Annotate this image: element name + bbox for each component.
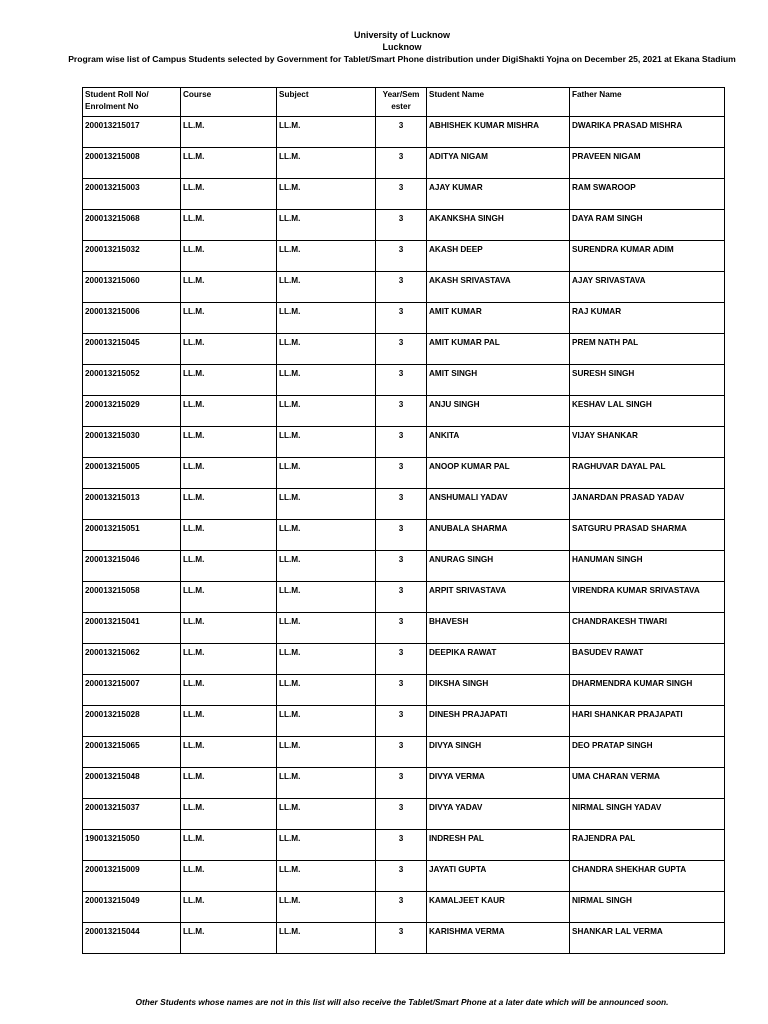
cell-subject: LL.M. — [277, 706, 376, 737]
cell-father-name: NIRMAL SINGH — [570, 892, 725, 923]
cell-year-semester: 3 — [376, 551, 427, 582]
cell-roll-no: 200013215058 — [83, 582, 181, 613]
cell-course: LL.M. — [181, 861, 277, 892]
cell-course: LL.M. — [181, 706, 277, 737]
cell-year-semester: 3 — [376, 303, 427, 334]
cell-father-name: RAJENDRA PAL — [570, 830, 725, 861]
university-title: University of Lucknow — [353, 30, 451, 40]
cell-father-name: BASUDEV RAWAT — [570, 644, 725, 675]
cell-year-semester: 3 — [376, 892, 427, 923]
cell-roll-no: 200013215008 — [83, 148, 181, 179]
cell-student-name: ANUBALA SHARMA — [427, 520, 570, 551]
cell-course: LL.M. — [181, 117, 277, 148]
cell-father-name: PREM NATH PAL — [570, 334, 725, 365]
cell-student-name: KARISHMA VERMA — [427, 923, 570, 954]
table-row — [83, 675, 725, 706]
cell-student-name: KAMALJEET KAUR — [427, 892, 570, 923]
cell-roll-no: 200013215068 — [83, 210, 181, 241]
table-row — [83, 861, 725, 892]
cell-father-name: RAGHUVAR DAYAL PAL — [570, 458, 725, 489]
cell-student-name: DIKSHA SINGH — [427, 675, 570, 706]
cell-roll-no: 200013215030 — [83, 427, 181, 458]
cell-course: LL.M. — [181, 830, 277, 861]
cell-roll-no: 200013215029 — [83, 396, 181, 427]
cell-student-name: AMIT KUMAR — [427, 303, 570, 334]
cell-course: LL.M. — [181, 179, 277, 210]
cell-subject: LL.M. — [277, 210, 376, 241]
cell-course: LL.M. — [181, 520, 277, 551]
cell-roll-no: 190013215050 — [83, 830, 181, 861]
col-header-subject: Subject — [277, 88, 376, 117]
cell-student-name: AKASH DEEP — [427, 241, 570, 272]
cell-father-name: CHANDRAKESH TIWARI — [570, 613, 725, 644]
cell-student-name: ADITYA NIGAM — [427, 148, 570, 179]
cell-subject: LL.M. — [277, 613, 376, 644]
cell-course: LL.M. — [181, 892, 277, 923]
cell-father-name: SURENDRA KUMAR ADIM — [570, 241, 725, 272]
cell-subject: LL.M. — [277, 582, 376, 613]
cell-subject: LL.M. — [277, 396, 376, 427]
cell-year-semester: 3 — [376, 644, 427, 675]
cell-roll-no: 200013215060 — [83, 272, 181, 303]
footer-note: Other Students whose names are not in this list will also receive the Tablet/Smart Phone at a later date which will be announced soon. — [135, 997, 669, 1007]
cell-course: LL.M. — [181, 210, 277, 241]
cell-year-semester: 3 — [376, 427, 427, 458]
cell-year-semester: 3 — [376, 272, 427, 303]
table-row — [83, 613, 725, 644]
cell-subject: LL.M. — [277, 365, 376, 396]
table-row — [83, 706, 725, 737]
cell-subject: LL.M. — [277, 737, 376, 768]
table-row — [83, 365, 725, 396]
table-row — [83, 148, 725, 179]
cell-course: LL.M. — [181, 303, 277, 334]
table-row — [83, 582, 725, 613]
table-row — [83, 923, 725, 954]
cell-student-name: DIVYA SINGH — [427, 737, 570, 768]
cell-year-semester: 3 — [376, 117, 427, 148]
cell-father-name: PRAVEEN NIGAM — [570, 148, 725, 179]
cell-student-name: AKANKSHA SINGH — [427, 210, 570, 241]
cell-roll-no: 200013215044 — [83, 923, 181, 954]
cell-roll-no: 200013215007 — [83, 675, 181, 706]
table-row — [83, 272, 725, 303]
cell-student-name: DIVYA YADAV — [427, 799, 570, 830]
cell-father-name: DHARMENDRA KUMAR SINGH — [570, 675, 725, 706]
cell-father-name: HARI SHANKAR PRAJAPATI — [570, 706, 725, 737]
table-row — [83, 396, 725, 427]
cell-course: LL.M. — [181, 148, 277, 179]
cell-student-name: ANSHUMALI YADAV — [427, 489, 570, 520]
cell-student-name: INDRESH PAL — [427, 830, 570, 861]
list-description: Program wise list of Campus Students selected by Government for Tablet/Smart Phone distribution under DigiShakti Yojna on December 25, 2021 at Ekana Stadium — [68, 54, 736, 64]
cell-father-name: AJAY SRIVASTAVA — [570, 272, 725, 303]
cell-roll-no: 200013215013 — [83, 489, 181, 520]
cell-subject: LL.M. — [277, 117, 376, 148]
cell-father-name: SATGURU PRASAD SHARMA — [570, 520, 725, 551]
cell-subject: LL.M. — [277, 892, 376, 923]
cell-subject: LL.M. — [277, 675, 376, 706]
cell-course: LL.M. — [181, 644, 277, 675]
cell-father-name: RAM SWAROOP — [570, 179, 725, 210]
table-header-row — [83, 88, 725, 117]
cell-student-name: ARPIT SRIVASTAVA — [427, 582, 570, 613]
cell-year-semester: 3 — [376, 768, 427, 799]
table-row — [83, 799, 725, 830]
cell-year-semester: 3 — [376, 613, 427, 644]
table-row — [83, 427, 725, 458]
cell-course: LL.M. — [181, 923, 277, 954]
cell-year-semester: 3 — [376, 861, 427, 892]
cell-roll-no: 200013215032 — [83, 241, 181, 272]
cell-subject: LL.M. — [277, 272, 376, 303]
cell-roll-no: 200013215045 — [83, 334, 181, 365]
cell-year-semester: 3 — [376, 830, 427, 861]
cell-subject: LL.M. — [277, 861, 376, 892]
cell-year-semester: 3 — [376, 489, 427, 520]
cell-subject: LL.M. — [277, 458, 376, 489]
cell-year-semester: 3 — [376, 737, 427, 768]
cell-course: LL.M. — [181, 799, 277, 830]
table-row — [83, 892, 725, 923]
cell-course: LL.M. — [181, 241, 277, 272]
cell-roll-no: 200013215005 — [83, 458, 181, 489]
cell-student-name: ABHISHEK KUMAR MISHRA — [427, 117, 570, 148]
cell-year-semester: 3 — [376, 210, 427, 241]
cell-course: LL.M. — [181, 582, 277, 613]
col-header-course: Course — [181, 88, 277, 117]
cell-year-semester: 3 — [376, 334, 427, 365]
cell-roll-no: 200013215051 — [83, 520, 181, 551]
cell-subject: LL.M. — [277, 179, 376, 210]
cell-year-semester: 3 — [376, 706, 427, 737]
cell-student-name: ANJU SINGH — [427, 396, 570, 427]
table-row — [83, 117, 725, 148]
cell-roll-no: 200013215017 — [83, 117, 181, 148]
cell-subject: LL.M. — [277, 427, 376, 458]
cell-roll-no: 200013215006 — [83, 303, 181, 334]
cell-student-name: BHAVESH — [427, 613, 570, 644]
cell-subject: LL.M. — [277, 148, 376, 179]
cell-student-name: AMIT KUMAR PAL — [427, 334, 570, 365]
cell-year-semester: 3 — [376, 582, 427, 613]
col-header-year-semester: Year/Sem ester — [376, 88, 427, 117]
cell-student-name: AJAY KUMAR — [427, 179, 570, 210]
table-row — [83, 210, 725, 241]
city-title: Lucknow — [382, 42, 422, 52]
table-row — [83, 737, 725, 768]
cell-course: LL.M. — [181, 334, 277, 365]
cell-father-name: JANARDAN PRASAD YADAV — [570, 489, 725, 520]
cell-student-name: DIVYA VERMA — [427, 768, 570, 799]
cell-subject: LL.M. — [277, 520, 376, 551]
cell-course: LL.M. — [181, 551, 277, 582]
document-header — [0, 29, 768, 65]
cell-subject: LL.M. — [277, 768, 376, 799]
cell-student-name: ANURAG SINGH — [427, 551, 570, 582]
cell-roll-no: 200013215037 — [83, 799, 181, 830]
col-header-roll-no: Student Roll No/ Enrolment No — [83, 88, 181, 117]
cell-year-semester: 3 — [376, 923, 427, 954]
cell-roll-no: 200013215046 — [83, 551, 181, 582]
cell-father-name: DWARIKA PRASAD MISHRA — [570, 117, 725, 148]
cell-year-semester: 3 — [376, 148, 427, 179]
cell-student-name: ANOOP KUMAR PAL — [427, 458, 570, 489]
cell-course: LL.M. — [181, 489, 277, 520]
table-row — [83, 830, 725, 861]
cell-course: LL.M. — [181, 272, 277, 303]
cell-roll-no: 200013215065 — [83, 737, 181, 768]
cell-student-name: JAYATI GUPTA — [427, 861, 570, 892]
table-row — [83, 489, 725, 520]
table-row — [83, 644, 725, 675]
cell-year-semester: 3 — [376, 675, 427, 706]
cell-course: LL.M. — [181, 737, 277, 768]
cell-father-name: RAJ KUMAR — [570, 303, 725, 334]
cell-student-name: AKASH SRIVASTAVA — [427, 272, 570, 303]
cell-year-semester: 3 — [376, 179, 427, 210]
cell-student-name: AMIT SINGH — [427, 365, 570, 396]
cell-year-semester: 3 — [376, 458, 427, 489]
cell-subject: LL.M. — [277, 830, 376, 861]
cell-father-name: SHANKAR LAL VERMA — [570, 923, 725, 954]
cell-roll-no: 200013215041 — [83, 613, 181, 644]
cell-roll-no: 200013215049 — [83, 892, 181, 923]
cell-father-name: KESHAV LAL SINGH — [570, 396, 725, 427]
cell-course: LL.M. — [181, 613, 277, 644]
cell-roll-no: 200013215052 — [83, 365, 181, 396]
cell-student-name: DINESH PRAJAPATI — [427, 706, 570, 737]
cell-father-name: SURESH SINGH — [570, 365, 725, 396]
student-list-table — [82, 87, 725, 954]
cell-roll-no: 200013215062 — [83, 644, 181, 675]
table-row — [83, 179, 725, 210]
cell-father-name: VIRENDRA KUMAR SRIVASTAVA — [570, 582, 725, 613]
cell-course: LL.M. — [181, 768, 277, 799]
cell-course: LL.M. — [181, 458, 277, 489]
cell-student-name: ANKITA — [427, 427, 570, 458]
cell-roll-no: 200013215048 — [83, 768, 181, 799]
cell-roll-no: 200013215003 — [83, 179, 181, 210]
cell-subject: LL.M. — [277, 799, 376, 830]
cell-subject: LL.M. — [277, 551, 376, 582]
cell-father-name: UMA CHARAN VERMA — [570, 768, 725, 799]
cell-year-semester: 3 — [376, 799, 427, 830]
cell-subject: LL.M. — [277, 241, 376, 272]
cell-student-name: DEEPIKA RAWAT — [427, 644, 570, 675]
cell-father-name: HANUMAN SINGH — [570, 551, 725, 582]
cell-roll-no: 200013215009 — [83, 861, 181, 892]
cell-father-name: CHANDRA SHEKHAR GUPTA — [570, 861, 725, 892]
col-header-student-name: Student Name — [427, 88, 570, 117]
cell-subject: LL.M. — [277, 923, 376, 954]
table-row — [83, 334, 725, 365]
table-row — [83, 303, 725, 334]
cell-father-name: DAYA RAM SINGH — [570, 210, 725, 241]
table-row — [83, 458, 725, 489]
cell-father-name: NIRMAL SINGH YADAV — [570, 799, 725, 830]
table-row — [83, 768, 725, 799]
cell-subject: LL.M. — [277, 644, 376, 675]
cell-father-name: VIJAY SHANKAR — [570, 427, 725, 458]
cell-year-semester: 3 — [376, 241, 427, 272]
cell-year-semester: 3 — [376, 520, 427, 551]
table-row — [83, 520, 725, 551]
cell-course: LL.M. — [181, 396, 277, 427]
cell-year-semester: 3 — [376, 396, 427, 427]
cell-father-name: DEO PRATAP SINGH — [570, 737, 725, 768]
cell-course: LL.M. — [181, 427, 277, 458]
table-row — [83, 241, 725, 272]
cell-roll-no: 200013215028 — [83, 706, 181, 737]
cell-course: LL.M. — [181, 365, 277, 396]
cell-subject: LL.M. — [277, 334, 376, 365]
cell-subject: LL.M. — [277, 489, 376, 520]
cell-year-semester: 3 — [376, 365, 427, 396]
col-header-father-name: Father Name — [570, 88, 725, 117]
table-row — [83, 551, 725, 582]
cell-subject: LL.M. — [277, 303, 376, 334]
cell-course: LL.M. — [181, 675, 277, 706]
